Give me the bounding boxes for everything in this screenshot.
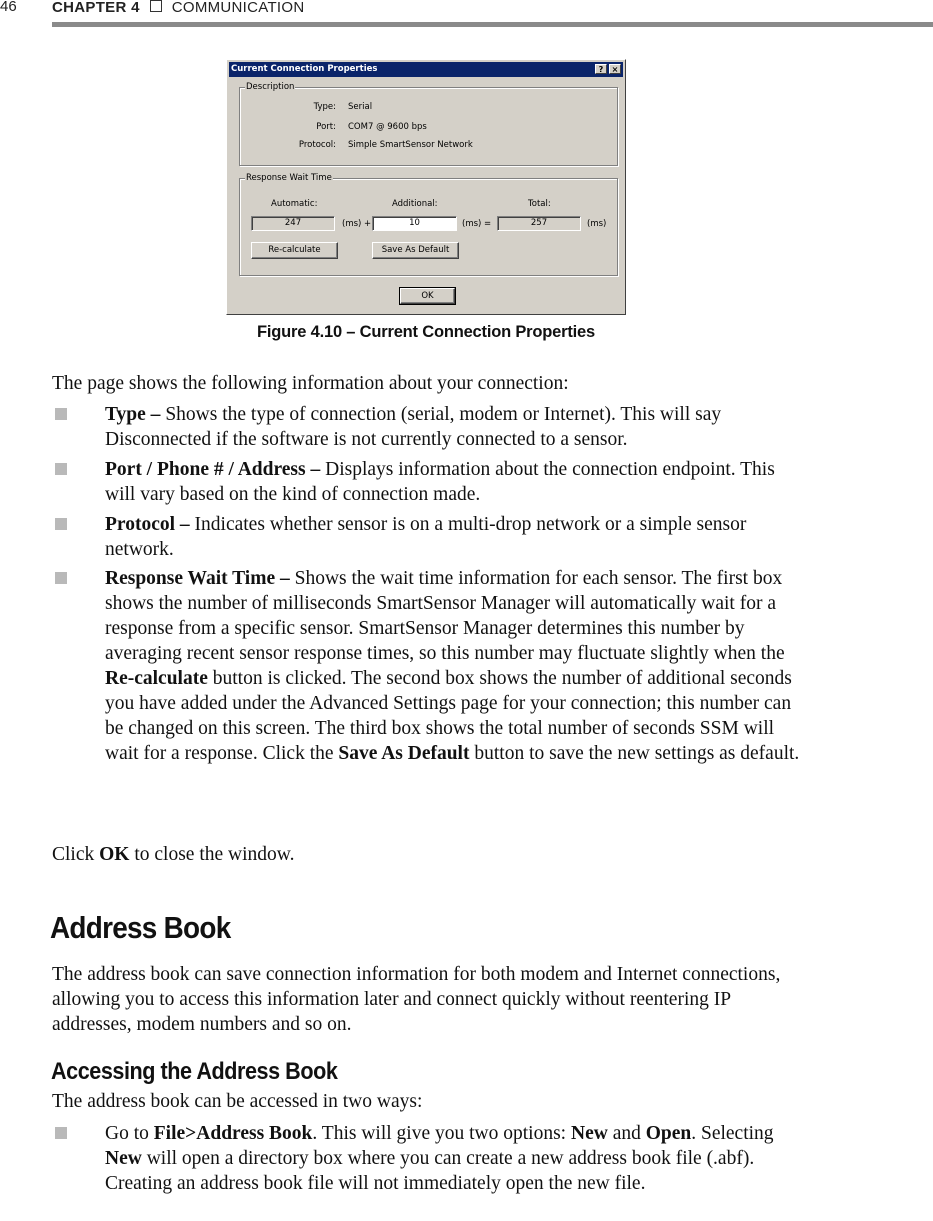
help-button[interactable]: ? bbox=[595, 64, 607, 74]
total-label: Total: bbox=[528, 199, 551, 209]
open-ref: Open bbox=[645, 1123, 692, 1144]
bullet-square-icon bbox=[55, 572, 67, 584]
unit-label: (ms) bbox=[587, 219, 607, 229]
figure-caption: Figure 4.10 – Current Connection Properties bbox=[257, 323, 595, 341]
header-box-icon bbox=[150, 0, 162, 12]
term-port-desc: Displays information about the connection endpoint. This will vary based on the kind of connection made. bbox=[105, 459, 775, 505]
response-wait-group bbox=[239, 173, 618, 276]
additional-label: Additional: bbox=[392, 199, 438, 209]
ok-ref: OK bbox=[99, 844, 130, 865]
term-port: Port / Phone # / Address – bbox=[105, 459, 321, 480]
additional-input[interactable]: 10 bbox=[372, 216, 457, 231]
term-type-desc: Shows the type of connection (serial, modem or Internet). This will say Disconnected if the software is not currently connected to a sensor. bbox=[105, 404, 722, 450]
bullet-square-icon bbox=[55, 1127, 67, 1139]
section-label: COMMUNICATION bbox=[171, 0, 305, 16]
address-book-paragraph: The address book can save connection information for both modem and Internet connections, allowing you to access this information later and connect quickly without reentering IP addresses, modem numbers and so on. bbox=[52, 964, 781, 1035]
term-protocol-desc: Indicates whether sensor is on a multi-drop network or a simple sensor network. bbox=[105, 514, 747, 560]
term-response: Response Wait Time – bbox=[105, 568, 290, 589]
type-value: Serial bbox=[348, 102, 373, 112]
port-value: COM7 @ 9600 bps bbox=[348, 122, 427, 132]
new-ref-2: New bbox=[105, 1148, 142, 1169]
ok-button[interactable]: OK bbox=[400, 288, 455, 304]
connection-properties-dialog bbox=[226, 59, 626, 315]
intro-paragraph: The page shows the following information about your connection: bbox=[52, 373, 569, 394]
running-header bbox=[52, 0, 305, 16]
accessing-heading: Accessing the Address Book bbox=[51, 1058, 338, 1085]
description-group bbox=[239, 82, 618, 166]
close-button[interactable]: × bbox=[609, 64, 621, 74]
dialog-title: Current Connection Properties bbox=[231, 64, 378, 74]
term-response-desc-c: button to save the new settings as default. bbox=[469, 743, 800, 764]
recalculate-ref: Re-calculate bbox=[105, 668, 208, 689]
unit-plus-label: (ms) + bbox=[342, 219, 372, 229]
address-book-heading: Address Book bbox=[50, 910, 231, 945]
new-ref: New bbox=[570, 1123, 608, 1144]
protocol-value: Simple SmartSensor Network bbox=[348, 140, 473, 150]
response-wait-group-label: Response Wait Time bbox=[246, 173, 332, 183]
unit-equals-label: (ms) = bbox=[462, 219, 492, 229]
click-ok-paragraph: Click OK to close the window. bbox=[52, 844, 295, 865]
list-item-text: Go to File>Address Book. This will give you two options: New and Open. Selecting New will open a directory box where you can create a new address book file (.abf). Creating an address book file will not immediately open the new file. bbox=[105, 1123, 774, 1194]
list-item-text bbox=[105, 512, 805, 562]
term-type: Type – bbox=[105, 404, 161, 425]
bullet-square-icon bbox=[55, 463, 67, 475]
header-rule bbox=[52, 22, 933, 27]
bullet-square-icon bbox=[55, 408, 67, 420]
term-response-desc-b: button is clicked. The second box shows the number of additional seconds you have added under the Advanced Settings page for your connection; this number can be changed on this screen. The third box shows the total number of seconds SSM will wait for a response. Click the bbox=[105, 668, 792, 764]
list-item-text bbox=[105, 566, 805, 766]
file-address-book-ref: File>Address Book bbox=[153, 1123, 313, 1144]
type-label: Type: bbox=[313, 102, 336, 112]
automatic-field: 247 bbox=[251, 216, 335, 231]
save-default-ref: Save As Default bbox=[338, 743, 470, 764]
dialog-titlebar bbox=[229, 62, 623, 77]
recalculate-button[interactable]: Re-calculate bbox=[251, 242, 338, 259]
accessing-intro: The address book can be accessed in two ways: bbox=[52, 1091, 423, 1112]
total-field: 257 bbox=[497, 216, 581, 231]
list-item-text bbox=[105, 402, 805, 452]
term-protocol: Protocol – bbox=[105, 514, 190, 535]
protocol-label: Protocol: bbox=[298, 140, 336, 150]
page-number: 46 bbox=[0, 0, 17, 15]
list-item-text bbox=[105, 457, 805, 507]
port-label: Port: bbox=[316, 122, 336, 132]
bullet-square-icon bbox=[55, 518, 67, 530]
chapter-label: CHAPTER 4 bbox=[52, 0, 140, 16]
description-group-label: Description bbox=[246, 82, 295, 92]
automatic-label: Automatic: bbox=[271, 199, 318, 209]
save-as-default-button[interactable]: Save As Default bbox=[372, 242, 459, 259]
term-response-desc-a: Shows the wait time information for each sensor. The first box shows the number of milliseconds SmartSensor Manager will automatically wait for a response from a specific sensor. SmartSensor Manager determines this number by averaging recent sensor response times, so this number may fluctuate slightly when the bbox=[105, 568, 785, 664]
